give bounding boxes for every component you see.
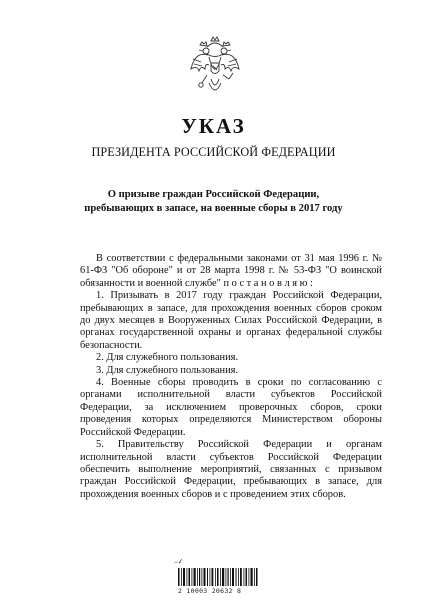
handwritten-mark: ~✓ — [173, 557, 185, 567]
paragraph-4: 4. Военные сборы проводить в сроки по согласованию с органами исполнительной власти субъектов Российской Федерации, за исключением проверочных сборов, сроки проведения которых определяются Министерством обороны Российской Федерации. — [80, 377, 382, 438]
decree-subtitle: ПРЕЗИДЕНТА РОССИЙСКОЙ ФЕДЕРАЦИИ — [91, 145, 336, 159]
paragraph-3: 3. Для служебного пользования. — [96, 364, 239, 376]
paragraph-2: 2. Для служебного пользования. — [96, 352, 239, 364]
decree-heading-line-1: О призыве граждан Российской Федерации, — [107, 189, 320, 200]
decree-heading — [60, 188, 367, 215]
barcode — [178, 568, 258, 586]
decree-body — [80, 253, 382, 501]
paragraph-preamble: В соответствии с федеральными законами от 31 мая 1996 г. № 61-ФЗ "Об обороне" и от 28 марта 1998 г. № 53-ФЗ "О воинской обязанности и военной службе" п о с т а н о в л я ю : — [80, 253, 382, 289]
russian-coat-of-arms-icon — [189, 35, 241, 103]
barcode-digits: 2 10003 20632 8 — [178, 587, 242, 595]
decree-title: УКАЗ — [181, 114, 246, 138]
paragraph-1: 1. Призывать в 2017 году граждан Российской Федерации, пребывающих в запасе, для прохождения военных сборов сроком до двух месяцев в Вооруженных Силах Российской Федерации, в органах государственной охраны и органах федеральной службы безопасности. — [80, 290, 382, 351]
decree-heading-line-2: пребывающих в запасе, на военные сборы в 2017 году — [84, 202, 343, 214]
paragraph-5: 5. Правительству Российской Федерации и органам исполнительной власти субъектов Российской Федерации обеспечить выполнение мероприятий, связанных с призывом граждан Российской Федерации, пребывающих в запасе, для прохождения военных сборов и с проведением этих сборов. — [80, 439, 382, 500]
